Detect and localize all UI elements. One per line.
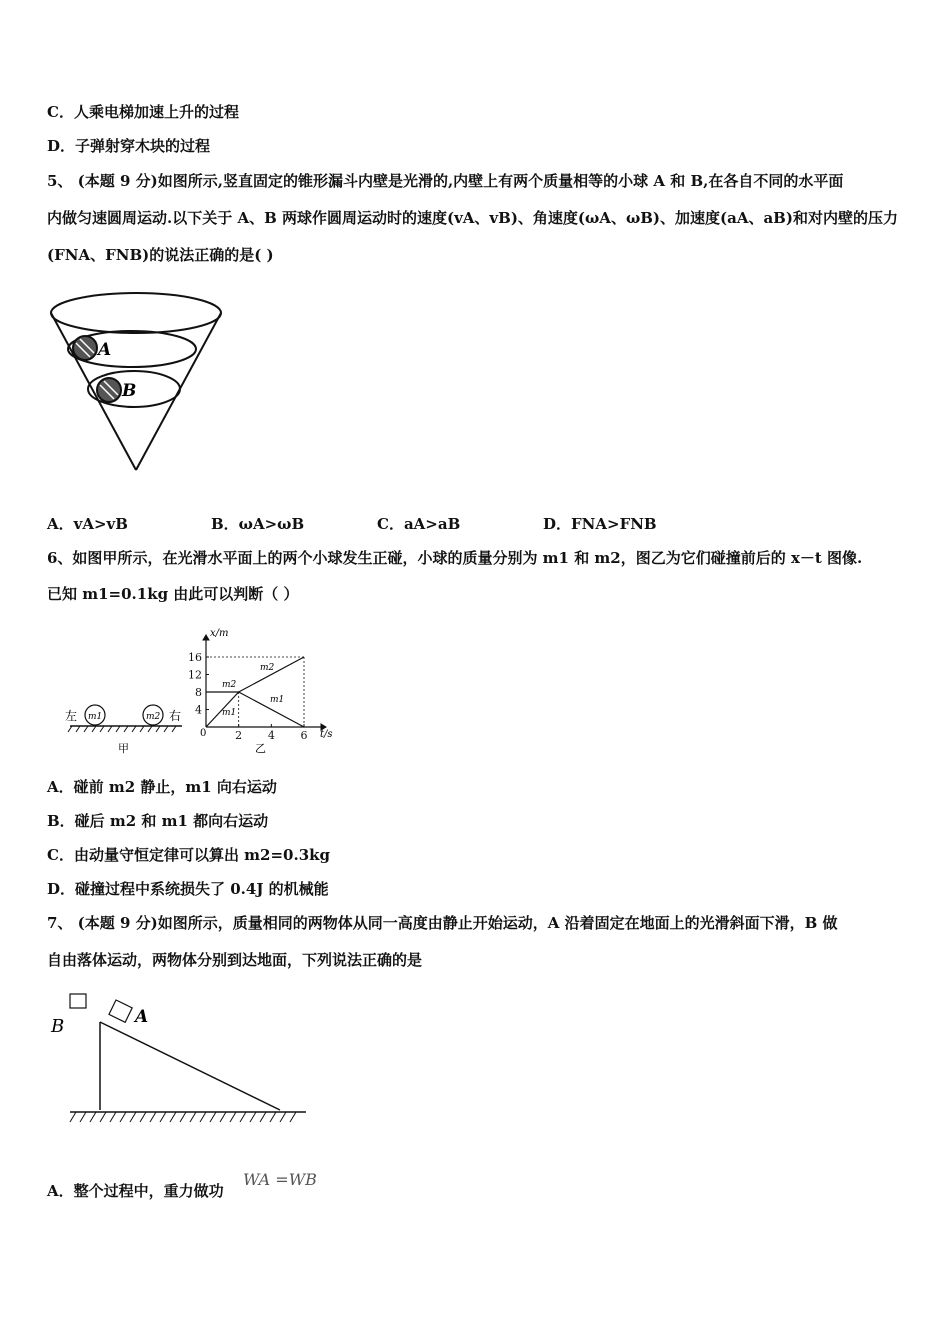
q5-stem-line1: 5、 (本题 9 分)如图所示,竖直固定的锥形漏斗内壁是光滑的,内壁上有两个质量相等的小球 A 和 B,在各自不同的水平面 — [47, 172, 844, 190]
cone-funnel-figure — [40, 285, 240, 480]
y-axis-label: x/m — [210, 628, 229, 639]
q6-stem-line1: 6、如图甲所示，在光滑水平面上的两个小球发生正碰，小球的质量分别为 m1 和 m2，图乙为它们碰撞前后的 x－t 图像. — [47, 549, 863, 567]
curve-label-m1-right: m1 — [270, 695, 285, 705]
q5-option-c: C．aA>aB — [377, 515, 461, 533]
left-direction-label: 左 — [65, 709, 78, 723]
block-a-label: A — [135, 1007, 149, 1027]
y-tick-label: 8 — [195, 686, 202, 699]
q6-option-d: D．碰撞过程中系统损失了 0.4J 的机械能 — [47, 880, 329, 898]
q5-stem-line2: 内做匀速圆周运动.以下关于 A、B 两球作圆周运动时的速度(vA、vB)、角速度(ωA、ωB)、加速度(aA、aB)和对内壁的压力 — [47, 209, 898, 227]
q5-stem-line3: (FNA、FNB)的说法正确的是( ) — [47, 246, 274, 264]
q5-option-a: A．vA>vB — [47, 515, 128, 533]
q4-option-c: C．人乘电梯加速上升的过程 — [47, 103, 239, 121]
ball-a-label: A — [98, 340, 112, 360]
y-tick-label: 12 — [188, 668, 202, 682]
q5-option-b: B．ωA>ωB — [211, 515, 305, 533]
q4-option-d: D．子弹射穿木块的过程 — [47, 137, 211, 155]
collision-setup-figure — [60, 690, 190, 760]
curve-label-m2-upper: m2 — [260, 663, 275, 673]
ball-b-label: B — [122, 381, 137, 401]
curve-label-m1-left: m1 — [222, 708, 237, 718]
figure-yi-caption: 乙 — [255, 742, 266, 755]
ball-m2-label: m2 — [146, 712, 161, 722]
x-tick-label: 6 — [300, 729, 308, 742]
x-tick-label: 4 — [267, 729, 275, 742]
work-equality-formula: WA =WB — [243, 1170, 317, 1189]
y-tick-label: 4 — [195, 703, 202, 717]
q5-option-d: D．FNA>FNB — [543, 515, 657, 533]
q7-stem-line1: 7、 (本题 9 分)如图所示，质量相同的两物体从同一高度由静止开始运动，A 沿着固定在地面上的光滑斜面下滑，B 做 — [47, 914, 838, 932]
q7-option-a: A．整个过程中，重力做功 — [47, 1182, 224, 1200]
xt-graph — [190, 612, 350, 762]
y-axis-arrow — [203, 635, 209, 640]
q7-stem-line2: 自由落体运动，两物体分别到达地面，下列说法正确的是 — [47, 951, 423, 969]
origin-label: 0 — [200, 728, 207, 739]
incline-figure — [48, 990, 308, 1140]
q6-option-a: A．碰前 m2 静止，m1 向右运动 — [47, 778, 277, 796]
x-tick-label: 2 — [235, 729, 243, 742]
q6-option-b: B．碰后 m2 和 m1 都向右运动 — [47, 812, 269, 830]
x-axis-label: t/s — [320, 729, 333, 740]
curve-label-m2-lower: m2 — [222, 680, 237, 690]
q6-stem-line2: 已知 m1=0.1kg 由此可以判断（ ） — [47, 585, 299, 603]
ball-m1-label: m1 — [88, 712, 103, 722]
right-direction-label: 右 — [169, 709, 182, 723]
block-b-label: B — [51, 1016, 65, 1037]
y-tick-label: 16 — [188, 651, 202, 664]
q6-option-c: C．由动量守恒定律可以算出 m2=0.3kg — [47, 846, 331, 864]
figure-jia-caption: 甲 — [118, 742, 129, 755]
